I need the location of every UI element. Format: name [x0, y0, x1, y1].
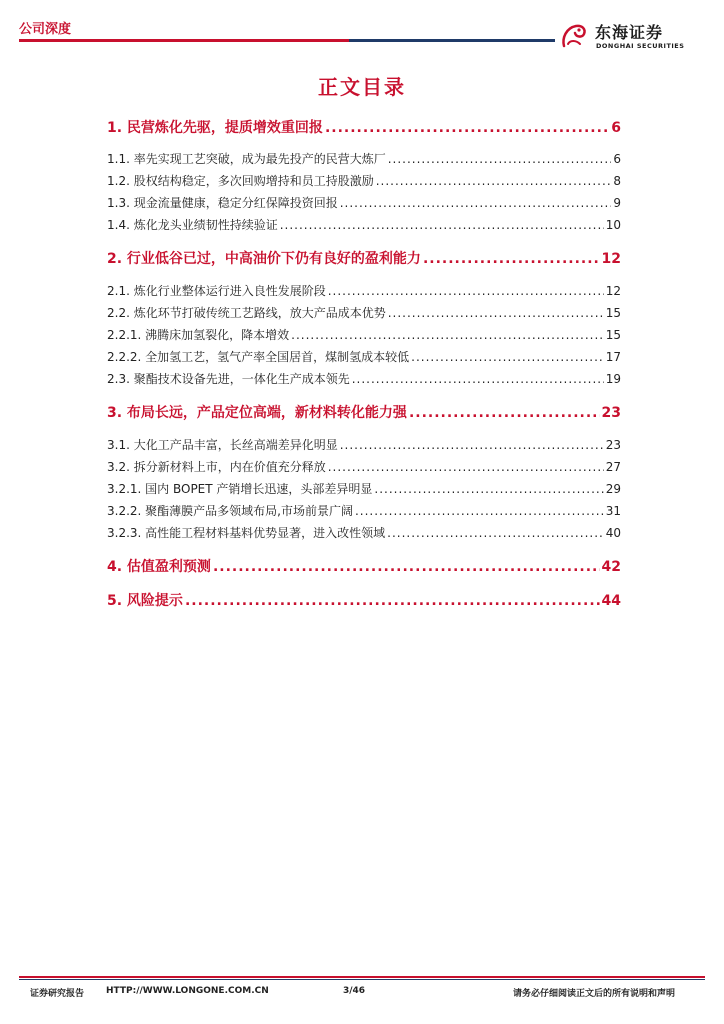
toc-chapter-entry[interactable] [107, 590, 621, 610]
toc-entry-title: 2. 行业低谷已过，中高油价下仍有良好的盈利能力 [107, 251, 421, 267]
toc-entry-page: 19 [605, 372, 621, 386]
toc-leader-dots [376, 174, 612, 188]
toc-leader-dots [388, 152, 612, 166]
toc-section-entry[interactable] [107, 304, 621, 321]
toc-section-entry[interactable] [107, 348, 621, 365]
toc-leader-dots [340, 196, 612, 210]
toc-entry-title: 4. 估值盈利预测 [107, 559, 211, 575]
toc-entry-page: 23 [601, 405, 621, 421]
toc-entry-title: 2.2.2. 全加氢工艺，氢气产率全国居首，煤制氢成本较低 [107, 350, 410, 364]
toc-section-entry[interactable] [107, 150, 621, 167]
footer-divider-navy [19, 979, 705, 980]
toc-entry-page: 15 [605, 306, 621, 320]
toc-leader-dots [280, 218, 604, 232]
toc-section-entry[interactable] [107, 216, 621, 233]
toc-section-entry[interactable] [107, 194, 621, 211]
toc-chapter-entry[interactable] [107, 248, 621, 268]
footer-url[interactable]: HTTP://WWW.LONGONE.COM.CN [106, 986, 269, 996]
toc-chapter-entry[interactable] [107, 556, 621, 576]
toc-entry-page: 31 [605, 504, 621, 518]
toc-leader-dots [185, 593, 600, 609]
toc-entry-title: 3.2.2. 聚酯薄膜产品多领域布局,市场前景广阔 [107, 504, 353, 518]
toc-entry-title: 1.4. 炼化龙头业绩韧性持续验证 [107, 218, 278, 232]
toc-leader-dots [340, 438, 604, 452]
toc-section-entry[interactable] [107, 370, 621, 387]
toc-entry-page: 42 [601, 559, 621, 575]
toc-entry-title: 3.1. 大化工产品丰富，长丝高端差异化明显 [107, 438, 338, 452]
toc-entry-title: 1.1. 率先实现工艺突破，成为最先投产的民营大炼厂 [107, 152, 386, 166]
toc-entry-title: 2.2. 炼化环节打破传统工艺路线，放大产品成本优势 [107, 306, 386, 320]
toc-entry-page: 6 [613, 152, 621, 166]
toc-entry-page: 10 [605, 218, 621, 232]
toc-entry-page: 9 [613, 196, 621, 210]
footer-divider-red [19, 976, 705, 978]
toc-leader-dots [352, 372, 604, 386]
toc-entry-page: 12 [605, 284, 621, 298]
toc-entry-title: 2.2.1. 沸腾床加氢裂化，降本增效 [107, 328, 290, 342]
toc-entry-title: 3.2.3. 高性能工程材料基料优势显著，进入改性领域 [107, 526, 386, 540]
toc-section-entry[interactable] [107, 436, 621, 453]
toc-leader-dots [213, 559, 600, 575]
toc-entry-page: 8 [613, 174, 621, 188]
toc-entry-page: 40 [605, 526, 621, 540]
toc-leader-dots [387, 526, 604, 540]
toc-entry-title: 2.1. 炼化行业整体运行进入良性发展阶段 [107, 284, 326, 298]
toc-entry-page: 17 [605, 350, 621, 364]
toc-entry-title: 2.3. 聚酯技术设备先进，一体化生产成本领先 [107, 372, 350, 386]
company-logo [558, 20, 708, 52]
header-divider-red [19, 39, 349, 42]
toc-section-entry[interactable] [107, 480, 621, 497]
toc-leader-dots [374, 482, 603, 496]
footer-report-type: 证券研究报告 [30, 989, 85, 999]
toc-leader-dots [328, 284, 604, 298]
toc-chapter-entry[interactable] [107, 402, 621, 422]
toc-entry-page: 15 [605, 328, 621, 342]
toc-entry-title: 1.3. 现金流量健康，稳定分红保障投资回报 [107, 196, 338, 210]
toc-entry-title: 5. 风险提示 [107, 593, 183, 609]
toc-entry-title: 1.2. 股权结构稳定，多次回购增持和员工持股激励 [107, 174, 374, 188]
footer-page-number: 3/46 [343, 986, 366, 996]
dragon-emblem-icon [558, 20, 590, 52]
toc-leader-dots [328, 460, 604, 474]
toc-chapter-entry[interactable] [107, 117, 621, 137]
toc-leader-dots [411, 350, 604, 364]
footer-disclaimer: 请务必仔细阅读正文后的所有说明和声明 [513, 989, 676, 999]
toc-leader-dots [423, 251, 600, 267]
toc-leader-dots [388, 306, 604, 320]
toc-entry-page: 44 [601, 593, 621, 609]
toc-entry-title: 3.2. 拆分新材料上市，内在价值充分释放 [107, 460, 326, 474]
report-category: 公司深度 [19, 22, 72, 37]
toc-leader-dots [291, 328, 604, 342]
toc-entry-title: 3.2.1. 国内 BOPET 产销增长迅速，头部差异明显 [107, 482, 373, 496]
toc-entry-page: 6 [611, 120, 621, 136]
toc-section-entry[interactable] [107, 502, 621, 519]
toc-entry-page: 23 [605, 438, 621, 452]
toc-section-entry[interactable] [107, 172, 621, 189]
toc-entry-title: 1. 民营炼化先驱，提质增效重回报 [107, 120, 323, 136]
toc-leader-dots [409, 405, 600, 421]
toc-entry-page: 29 [605, 482, 621, 496]
toc-leader-dots [355, 504, 604, 518]
toc-section-entry[interactable] [107, 458, 621, 475]
logo-english-name: DONGHAI SECURITIES [596, 42, 685, 50]
toc-title: 正文目录 [318, 75, 406, 99]
toc-entry-page: 12 [601, 251, 621, 267]
toc-section-entry[interactable] [107, 282, 621, 299]
header-divider-navy [349, 39, 555, 42]
toc-leader-dots [325, 120, 609, 136]
logo-chinese-name: 东海证券 [595, 23, 664, 42]
toc-entry-page: 27 [605, 460, 621, 474]
toc-section-entry[interactable] [107, 524, 621, 541]
toc-entry-title: 3. 布局长远，产品定位高端，新材料转化能力强 [107, 405, 407, 421]
toc-section-entry[interactable] [107, 326, 621, 343]
